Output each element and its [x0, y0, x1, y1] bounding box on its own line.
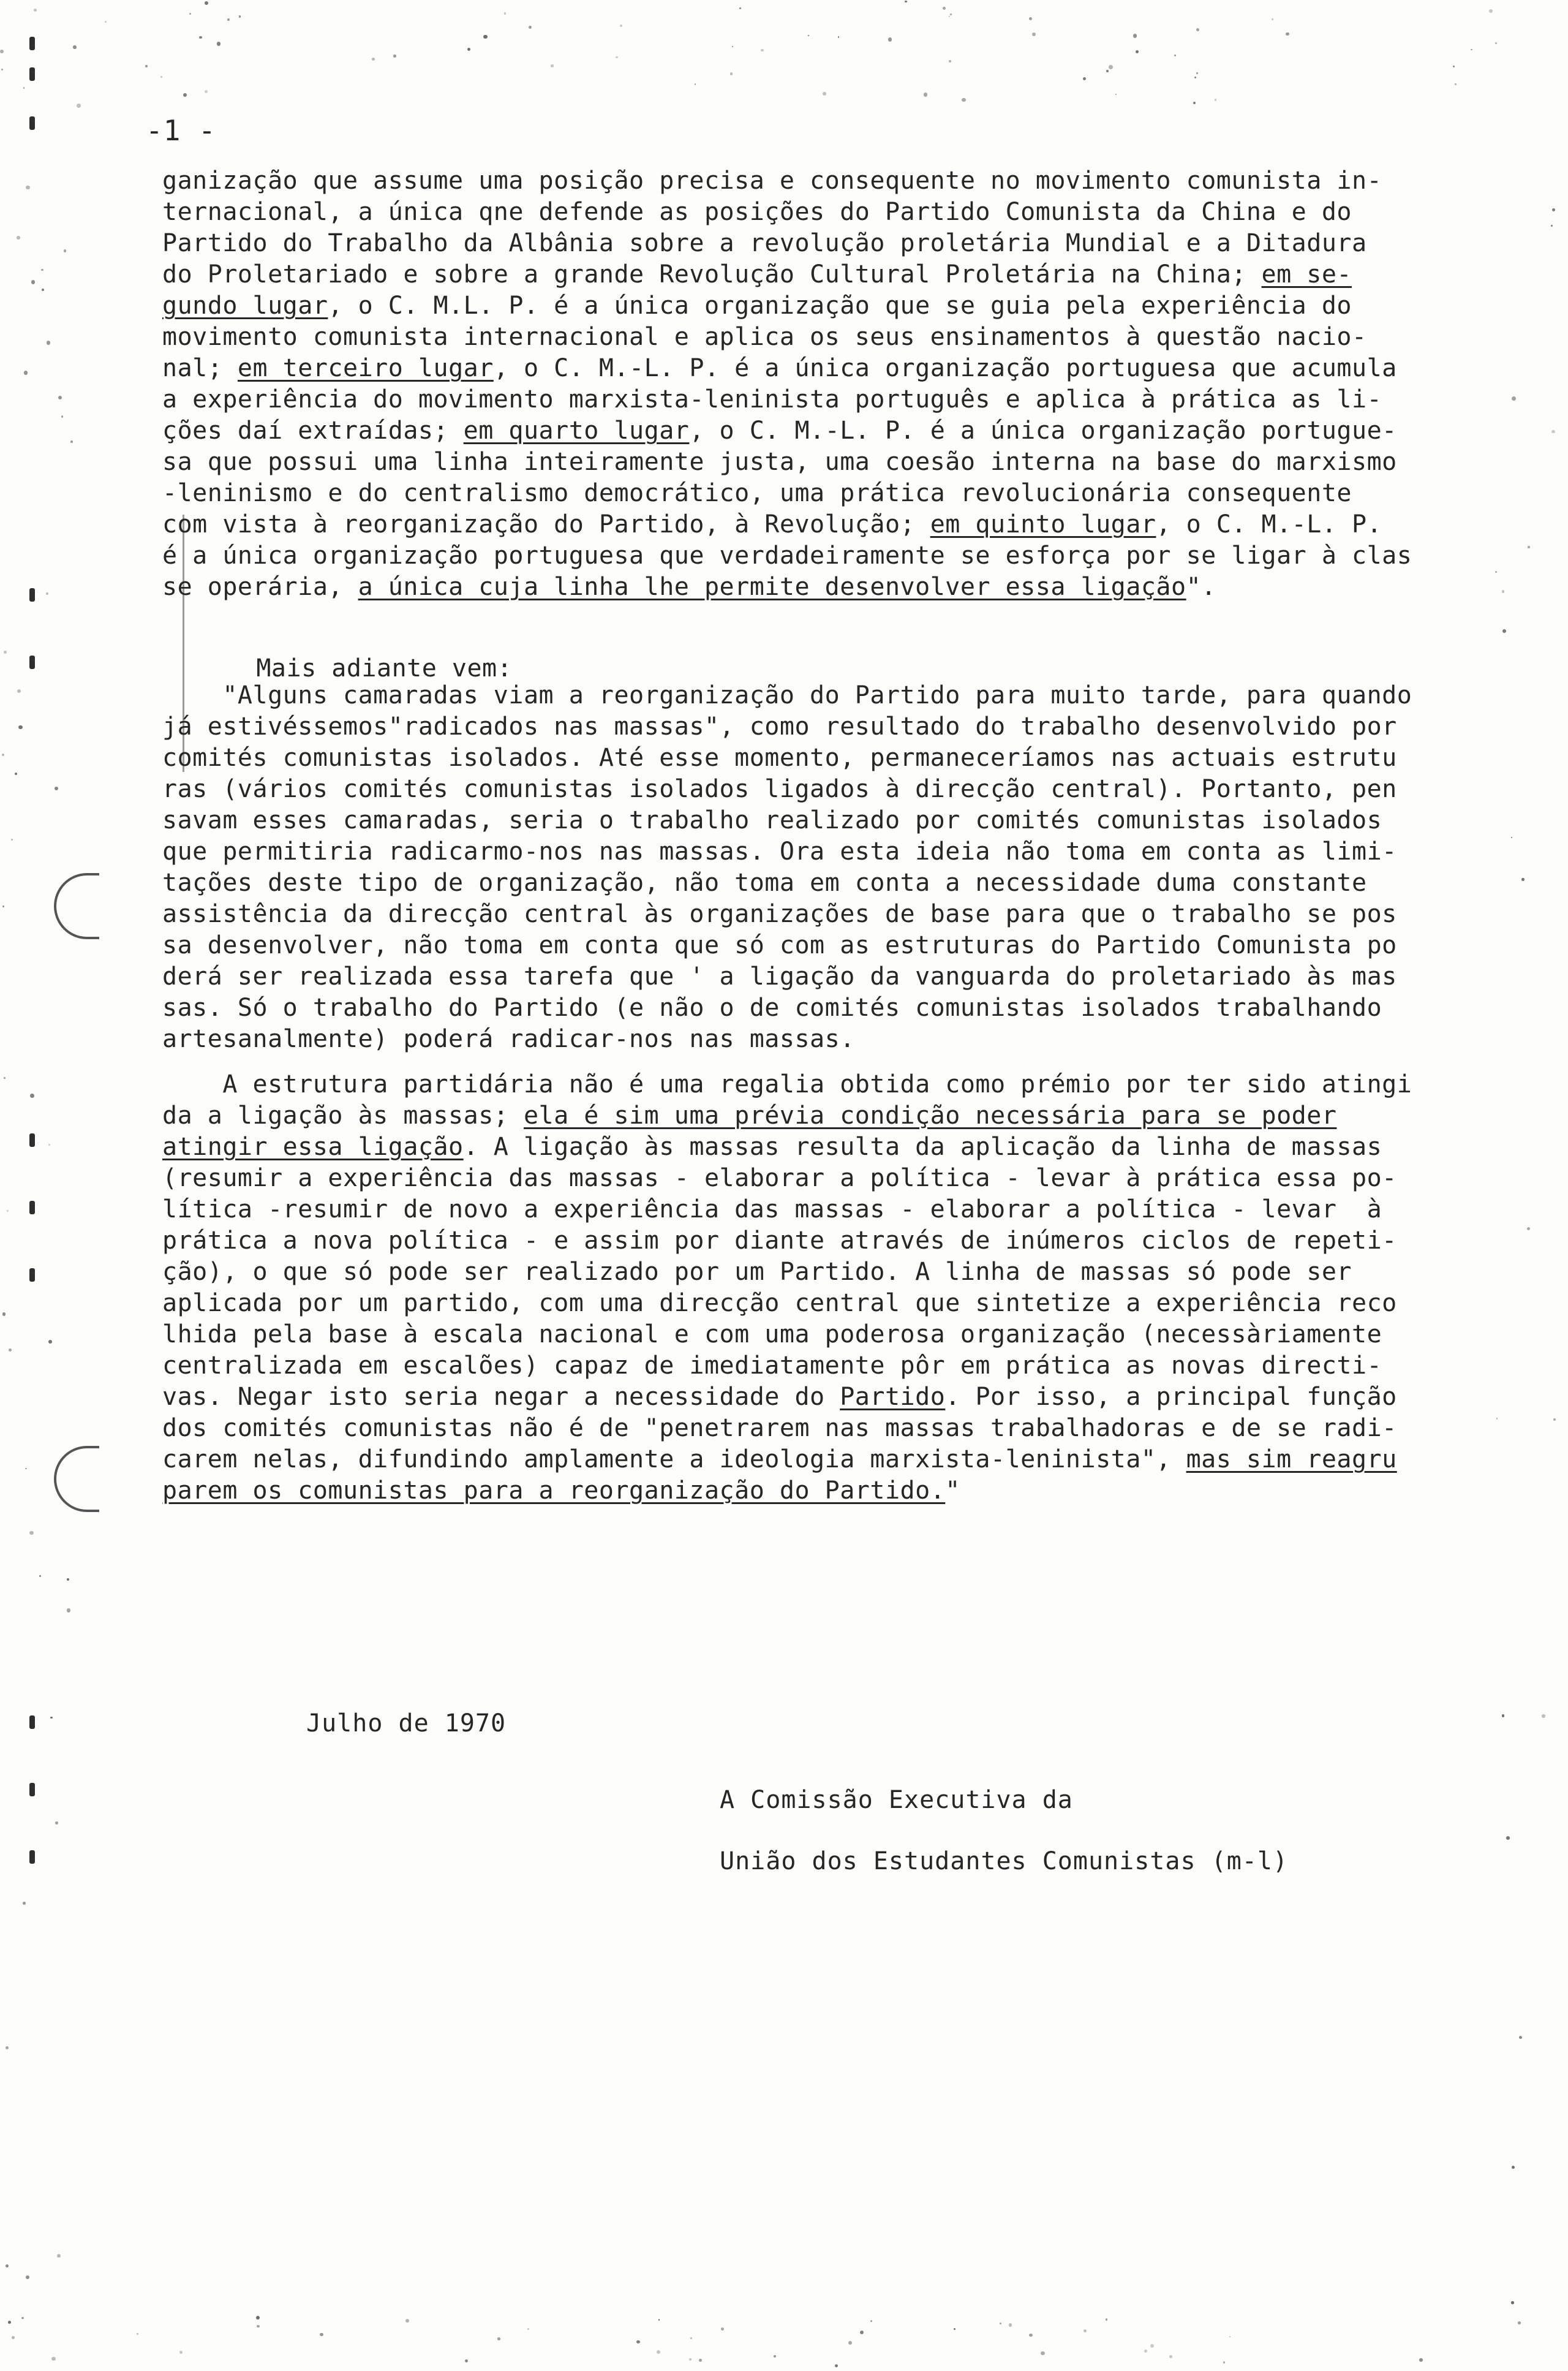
text-line: [162, 1132, 1510, 1163]
speck: [1272, 18, 1273, 20]
text-run: com vista à reorganização do Partido, à Revolução;: [162, 510, 930, 539]
text-run: aplicada por um partido, com uma direcção central que sintetize a experiência reco: [162, 1289, 1397, 1317]
text-line: [162, 415, 1510, 447]
speck: [1521, 878, 1525, 881]
speck: [730, 72, 733, 75]
speck: [529, 26, 532, 29]
speck: [2, 906, 4, 907]
speck: [2, 1312, 6, 1316]
speck: [1455, 83, 1456, 85]
speck: [1032, 32, 1036, 36]
speck: [7, 1210, 9, 1212]
margin-mark: [29, 1268, 35, 1282]
speck: [1083, 77, 1086, 80]
text-run: artesanalmente) poderá radicar-nos nas massas.: [162, 1025, 855, 1053]
text-line: [162, 1100, 1510, 1132]
speck: [6, 2046, 9, 2049]
speck: [483, 35, 487, 39]
text-line: [162, 1350, 1510, 1382]
text-run: prática a nova política - e assim por diante através de inúmeros ciclos de repeti-: [162, 1227, 1397, 1255]
text-run: ganização que assume uma posição precisa e consequente no movimento comunista in-: [162, 167, 1382, 195]
speck: [497, 2337, 500, 2340]
speck: [29, 1531, 33, 1535]
text-run: sa que possui uma linha inteiramente justa, uma coesão interna na base do marxismo: [162, 448, 1397, 476]
speck: [1133, 34, 1137, 38]
signature-line-1: A Comissão Executiva da: [720, 1786, 1073, 1814]
speck: [1495, 571, 1497, 573]
speck: [1502, 1714, 1504, 1717]
speck: [721, 2328, 724, 2331]
text-run: já estivéssemos"radicados nas massas", como resultado do trabalho desenvolvido por: [162, 713, 1397, 741]
text-line: [162, 1163, 1510, 1194]
text-run: comités comunistas isolados. Até esse momento, permaneceríamos nas actuais estrutu: [162, 744, 1397, 772]
speck: [17, 236, 20, 240]
speck: [954, 2328, 956, 2330]
text-run: centralizada em escalões) capaz de imediatamente pôr em prática as novas directi-: [162, 1352, 1382, 1380]
text-run: vas. Negar isto seria negar a necessidade do: [162, 1383, 840, 1411]
date: Julho de 1970: [306, 1709, 507, 1738]
speck: [320, 2333, 323, 2337]
speck: [888, 37, 892, 41]
speck: [1029, 2334, 1033, 2337]
speck: [657, 2350, 660, 2354]
signature-line-2: União dos Estudantes Comunistas (m-l): [720, 1847, 1289, 1875]
speck: [57, 2254, 61, 2258]
speck: [179, 2351, 183, 2354]
margin-mark: [29, 116, 35, 130]
speck: [18, 725, 23, 730]
speck: [504, 12, 507, 15]
text-line: [162, 1024, 1510, 1055]
speck: [467, 48, 470, 51]
speck: [4, 1077, 6, 1079]
binder-hole-bottom: [54, 1446, 99, 1512]
speck: [105, 21, 107, 23]
text-line: [162, 868, 1510, 899]
text-line: [162, 259, 1510, 290]
underlined-text: ela é sim uma prévia condição necessária para se poder: [523, 1102, 1337, 1130]
speck: [42, 289, 44, 291]
speck: [636, 2340, 640, 2344]
margin-mark: [29, 588, 35, 602]
text-line: [162, 1382, 1510, 1413]
speck: [2, 754, 4, 756]
text-line: [162, 540, 1510, 572]
speck: [949, 16, 950, 17]
margin-mark: [29, 656, 35, 669]
text-run: nal;: [162, 354, 238, 382]
speck: [1106, 70, 1109, 72]
speck: [6, 2264, 9, 2267]
speck: [12, 2336, 15, 2339]
text-run: (resumir a experiência das massas - elaborar a política - levar à prática essa po-: [162, 1164, 1397, 1192]
text-line: [162, 1444, 1510, 1475]
speck: [1489, 9, 1493, 13]
speck: [943, 7, 946, 10]
speck: [1029, 17, 1032, 20]
text-run: carem nelas, difundindo amplamente a ideologia marxista-leninista",: [162, 1445, 1186, 1473]
text-run: A estrutura partidária não é uma regalia obtida como prémio por ter sido atingi: [162, 1070, 1412, 1099]
speck: [1551, 430, 1555, 434]
speck: [732, 46, 733, 47]
text-line: [162, 478, 1510, 509]
speck: [620, 25, 622, 27]
text-run: , o C. M.-L. P. é a única organização portugue-: [689, 417, 1397, 445]
speck: [1512, 396, 1516, 401]
speck: [1106, 2318, 1108, 2321]
underlined-text: Partido: [840, 1383, 946, 1411]
underlined-text: gundo lugar: [162, 292, 328, 320]
underlined-text: em terceiro lugar: [237, 354, 494, 382]
text-line: [162, 1475, 1510, 1507]
text-run: dos comités comunistas não é de "penetrarem nas massas trabalhadoras e de se radi-: [162, 1414, 1397, 1442]
speck: [55, 787, 59, 791]
underlined-text: mas sim reagru: [1186, 1445, 1397, 1473]
text-run: tações deste tipo de organização, não toma em conta a necessidade duma constante: [162, 869, 1367, 897]
text-run: a experiência do movimento marxista-leninista português e aplica à prática as li-: [162, 385, 1382, 414]
text-run: . A ligação às massas resulta da aplicação da linha de massas: [463, 1133, 1382, 1161]
speck: [1084, 2329, 1087, 2332]
text-run: sas. Só o trabalho do Partido (e não o de comités comunistas isolados trabalhando: [162, 994, 1382, 1022]
text-run: ções daí extraídas;: [162, 417, 464, 445]
text-line: [162, 836, 1510, 868]
speck: [1512, 2166, 1515, 2169]
speck: [30, 1094, 34, 1098]
speck: [1518, 2321, 1520, 2324]
text-line: [162, 993, 1510, 1024]
speck: [26, 186, 30, 190]
speck: [949, 60, 951, 62]
speck: [1194, 77, 1196, 78]
speck: [1495, 42, 1497, 44]
text-run: , o C. M.-L. P. é a única organização portuguesa que acumula: [493, 354, 1397, 382]
text-line: [162, 1288, 1510, 1319]
speck: [1215, 99, 1216, 100]
speck: [1136, 50, 1139, 53]
paragraph-1: [162, 165, 1510, 603]
speck: [658, 2319, 660, 2321]
text-line: [162, 805, 1510, 836]
text-run: "Alguns camaradas viam a reorganização do Partido para muito tarde, para quando: [162, 681, 1412, 709]
paragraph-2: [162, 680, 1510, 1055]
text-run: se operária,: [162, 573, 358, 601]
speck: [67, 1578, 69, 1581]
speck: [1193, 102, 1196, 104]
speck: [616, 56, 618, 59]
transition-text: Mais adiante vem:: [256, 654, 513, 683]
text-line: [162, 322, 1510, 353]
margin-mark: [29, 1201, 35, 1214]
speck: [48, 1340, 52, 1344]
speck: [17, 689, 21, 693]
text-run: lítica -resumir de novo a experiência das massas - elaborar a política - levar à: [162, 1195, 1382, 1223]
text-line: [162, 197, 1510, 228]
text-run: lhida pela base à escala nacional e com uma poderosa organização (necessàriamente: [162, 1320, 1382, 1348]
text-run: assistência da direcção central às organizações de base para que o trabalho se pos: [162, 900, 1397, 928]
text-run: é a única organização portuguesa que verdadeiramente se esforça por se ligar à clas: [162, 542, 1412, 570]
text-line: [162, 1225, 1510, 1257]
margin-mark: [29, 67, 35, 81]
speck: [1286, 32, 1289, 36]
speck: [1519, 2036, 1523, 2040]
speck: [1453, 66, 1455, 67]
speck: [41, 269, 43, 271]
text-run: sa desenvolver, não toma em conta que só com as estruturas do Partido Comunista po: [162, 931, 1397, 959]
speck: [1196, 72, 1197, 74]
text-run: ras (vários comités comunistas isolados ligados à direcção central). Portanto, pen: [162, 775, 1397, 803]
speck: [227, 18, 229, 20]
speck: [860, 2331, 864, 2334]
speck: [761, 49, 764, 52]
speck: [34, 9, 37, 12]
paragraph-3: [162, 1069, 1510, 1507]
speck: [1552, 208, 1555, 211]
speck: [39, 1575, 40, 1576]
speck: [808, 35, 809, 36]
text-run: ternacional, a única qne defende as posições do Partido Comunista da China e do: [162, 198, 1352, 226]
speck: [217, 42, 221, 46]
speck: [1528, 546, 1529, 548]
speck: [205, 90, 208, 93]
margin-mark: [29, 1715, 35, 1729]
speck: [47, 341, 51, 345]
text-line: [162, 290, 1510, 322]
speck: [823, 92, 826, 96]
speck: [8, 2321, 11, 2324]
speck: [61, 415, 64, 418]
speck: [405, 2319, 409, 2323]
margin-mark: [29, 1783, 35, 1796]
text-line: [162, 1319, 1510, 1350]
underlined-text: atingir essa ligação: [162, 1133, 464, 1161]
speck: [962, 98, 966, 102]
text-line: [162, 384, 1510, 415]
speck: [1527, 1227, 1530, 1230]
text-run: derá ser realizada essa tarefa que ' a ligação da vanguarda do proletariado às mas: [162, 962, 1397, 991]
speck: [160, 76, 162, 78]
speck: [1511, 2301, 1513, 2304]
speck: [199, 36, 202, 39]
speck: [1041, 2351, 1045, 2356]
text-line: [162, 1257, 1510, 1288]
text-line: [162, 774, 1510, 805]
text-line: [162, 1413, 1510, 1444]
speck: [31, 280, 35, 284]
speck: [4, 651, 6, 653]
speck: [695, 83, 696, 85]
speck: [46, 592, 48, 595]
speck: [67, 1608, 70, 1612]
speck: [24, 371, 28, 375]
text-run: , o C. M.L. P. é a única organização que se guia pela experiência do: [328, 292, 1352, 320]
speck: [239, 15, 241, 17]
speck: [372, 58, 375, 61]
text-run: do Proletariado e sobre a grande Revolução Cultural Proletária na China;: [162, 260, 1262, 289]
text-run: Partido do Trabalho da Albânia sobre a revolução proletária Mundial e a Ditadura: [162, 229, 1367, 257]
margin-mark: [29, 1133, 35, 1147]
speck: [848, 2341, 852, 2345]
text-run: , o C. M.-L. P.: [1156, 510, 1382, 539]
speck: [950, 13, 952, 16]
speck: [870, 2320, 872, 2322]
speck: [465, 2359, 468, 2362]
speck: [739, 7, 741, 9]
speck: [1471, 49, 1472, 51]
speck: [70, 441, 73, 443]
speck: [1511, 837, 1512, 838]
page-number: -1 -: [146, 114, 216, 147]
speck: [1115, 94, 1117, 95]
speck: [1174, 55, 1176, 56]
speck: [1419, 2358, 1423, 2362]
speck: [1144, 2350, 1147, 2353]
text-line: [162, 961, 1510, 993]
underlined-text: a única cuja linha lhe permite desenvolver essa ligação: [358, 573, 1186, 601]
speck: [205, 1, 208, 5]
speck: [527, 2328, 529, 2330]
speck: [1, 69, 2, 70]
text-run: ".: [1186, 573, 1216, 601]
speck: [1150, 2344, 1155, 2348]
margin-mark: [29, 37, 35, 50]
speck: [23, 1902, 25, 1904]
speck: [64, 249, 66, 252]
speck: [0, 50, 4, 53]
speck: [77, 104, 81, 108]
text-run: . Por isso, a principal função: [945, 1383, 1397, 1411]
text-run: movimento comunista internacional e aplica os seus ensinamentos à questão nacio-: [162, 323, 1367, 351]
text-run: da a ligação às massas;: [162, 1102, 524, 1130]
speck: [9, 1348, 12, 1352]
speck: [835, 2364, 838, 2367]
speck: [137, 2333, 138, 2334]
speck: [50, 1717, 52, 1719]
speck: [21, 2317, 23, 2319]
speck: [15, 773, 18, 776]
text-run: savam esses camaradas, seria o trabalho realizado por comités comunistas isolados: [162, 806, 1382, 834]
text-line: [162, 1069, 1510, 1100]
binder-hole-top: [54, 873, 99, 939]
text-line: [162, 680, 1510, 711]
text-line: [162, 509, 1510, 540]
speck: [1542, 1714, 1545, 1717]
speck: [11, 839, 13, 841]
text-run: ção), o que só pode ser realizado por um Partido. A linha de massas só pode ser: [162, 1258, 1352, 1286]
speck: [1553, 1418, 1556, 1421]
text-run: ": [945, 1477, 960, 1505]
speck: [51, 2357, 56, 2361]
speck: [924, 93, 928, 97]
speck: [183, 93, 187, 97]
underlined-text: em quinto lugar: [930, 510, 1156, 539]
text-run: -leninismo e do centralismo democrático, uma prática revolucionária consequente: [162, 479, 1352, 507]
speck: [23, 87, 24, 88]
speck: [256, 2316, 260, 2320]
speck: [1196, 28, 1199, 31]
text-line: [162, 899, 1510, 930]
speck: [689, 2358, 692, 2361]
speck: [25, 1468, 26, 1469]
speck: [1009, 2323, 1012, 2326]
text-line: [162, 165, 1510, 197]
speck: [145, 65, 148, 67]
margin-mark: [29, 1850, 35, 1864]
speck: [690, 2337, 692, 2339]
speck: [48, 1144, 50, 1145]
speck: [1229, 2336, 1231, 2337]
text-line: [162, 711, 1510, 743]
text-line: [162, 1194, 1510, 1225]
speck: [699, 2359, 702, 2362]
speck: [257, 2325, 260, 2328]
speck: [1551, 225, 1553, 227]
speck: [393, 55, 396, 58]
underlined-text: parem os comunistas para a reorganização do Partido.: [162, 1477, 946, 1505]
underlined-text: em se-: [1261, 260, 1352, 289]
text-run: que permitiria radicarmo-nos nas massas. Ora esta ideia não toma em conta as limi-: [162, 838, 1397, 866]
text-line: [162, 228, 1510, 259]
text-line: [162, 572, 1510, 603]
text-line: [162, 930, 1510, 961]
speck: [1109, 65, 1113, 69]
text-line: [162, 743, 1510, 774]
speck: [774, 2355, 776, 2358]
speck: [1169, 2355, 1172, 2358]
speck: [55, 1821, 58, 1825]
text-line: [162, 447, 1510, 478]
speck: [73, 45, 76, 48]
speck: [1506, 1836, 1510, 1840]
underlined-text: em quarto lugar: [463, 417, 690, 445]
speck: [551, 64, 553, 67]
speck: [26, 2275, 29, 2279]
speck: [838, 36, 840, 38]
speck: [58, 396, 62, 399]
speck: [189, 13, 191, 15]
speck: [905, 1, 907, 2]
speck: [1000, 2323, 1001, 2324]
text-line: [162, 353, 1510, 384]
speck: [1223, 2361, 1225, 2363]
